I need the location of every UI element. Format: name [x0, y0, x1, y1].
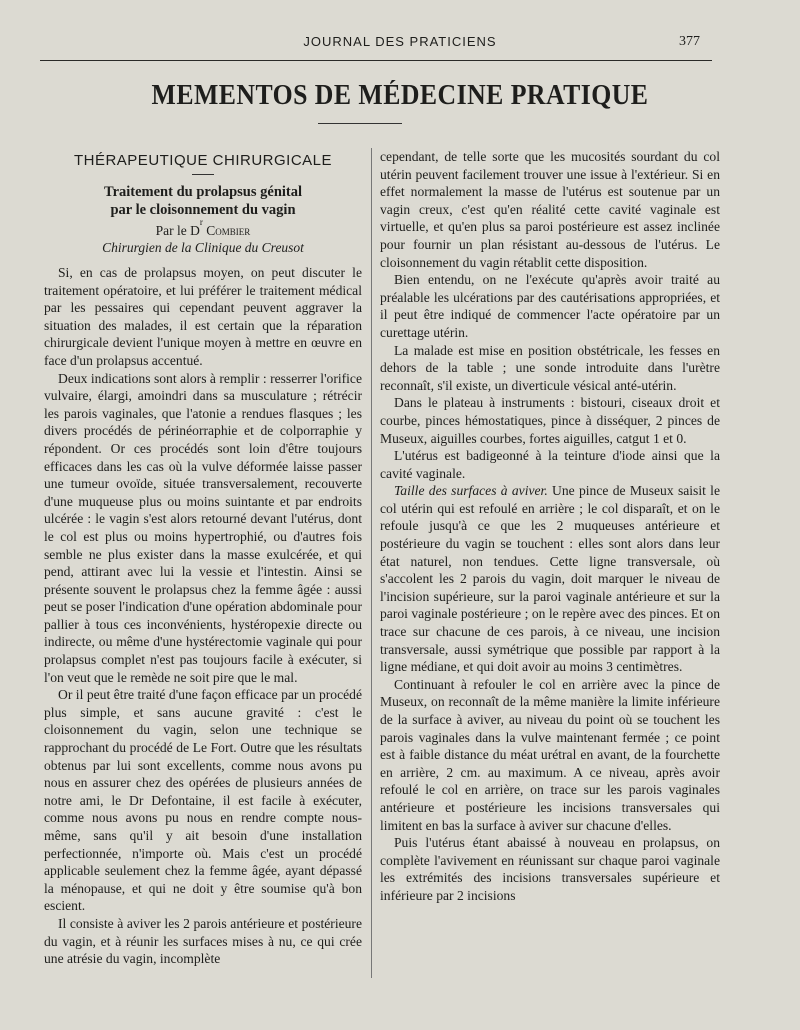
byline: [44, 217, 362, 239]
byline-sup: r: [199, 217, 203, 227]
author-name: Combier: [206, 223, 251, 238]
section-title: THÉRAPEUTIQUE CHIRURGICALE: [73, 152, 333, 169]
paragraph-left-4: Il consiste à aviver les 2 parois antérieure et postérieure du vagin, et à réunir les surfaces mises à nu, ce qui crée une atrésie du vagin, incomplète: [44, 915, 362, 967]
paragraph-left-3: Or il peut être traité d'une façon efficace par un procédé plus simple, et sans aucune gravité : c'est le cloisonnement du vagin, selon une technique se rapprochant du procédé de Le Fort. Outre que les résultats obtenus par lui sont excellents, comme nous avons pu nous en assurer chez des opérées de plusieurs années de notre ami, le Dr Defontaine, il est facile à exécuter, comme nous avons pu nous en rendre compte nous-même, sans qu'il y ait besoin d'une installation perfectionnée, n'importe où. Mais c'est un procédé applicable seulement chez la femme âgée, ayant dépassé la ménopause, et qui ne doit y être soumise qu'à bon escient.: [44, 687, 362, 914]
paragraph-right-7: Puis l'utérus étant abaissé à nouveau en prolapsus, on complète l'avivement en réunissant sur chaque paroi vaginale les extrémités des incisions transversales supérieure et inférieure par 2 incisions: [380, 835, 720, 903]
paragraph-right-1: cependant, de telle sorte que les mucosités sourdant du col utérin peuvent facilement trouver une issue à l'extérieur. Si en effet normalement la masse de l'utérus est soutenue par un vagin creux, c'est qu'en réalité cette cavité vaginale est virtuelle, et qu'en plus sa paroi postérieure est assez inclinée pour fournir un plan résistant au-dessous de l'utérus. Le cloisonnement du vagin rétablit cette disposition.: [380, 149, 720, 270]
main-title: MEMENTOS DE MÉDECINE PRATIQUE: [151, 80, 649, 111]
right-column: [380, 148, 720, 905]
page-number: 377: [679, 34, 700, 49]
article-title-line-2: par le cloisonnement du vagin: [110, 202, 296, 218]
author-affiliation: Chirurgien de la Clinique du Creusot: [102, 240, 304, 255]
title-rule: [318, 123, 402, 124]
left-column: [44, 150, 362, 968]
column-divider: [371, 148, 372, 978]
paragraph-right-6: Continuant à refouler le col en arrière avec la pince de Museux, on reconnaît de la même manière la limite inférieure de la surface à aviver, au niveau du point où se touchent les parois vaginales dans la vulve maintenant fermée ; ce point est à faible distance du méat urétral en avant, de la fourchette en arrière, 2 cm. au maximum. A ce niveau, après avoir refoulé le col en arrière, on trace sur les parois vaginales antérieure et postérieure les incisions transversales qui limitent en bas la surface à aviver sur chacune d'elles.: [380, 676, 720, 833]
paragraph-right-3: La malade est mise en position obstétricale, les fesses en dehors de la table ; une sonde introduite dans l'urètre reconnaît, s'il existe, un diverticule vésical anté-utérin.: [380, 342, 720, 393]
section-rule: [192, 174, 214, 175]
paragraph-right-2: Bien entendu, on ne l'exécute qu'après avoir traité au préalable les ulcérations par des cautérisations appropriées, et il peut être indiqué de commencer l'acte opératoire par un curettage utérin.: [380, 272, 720, 340]
paragraph-right-5: L'utérus est badigeonné à la teinture d'iode ainsi que la cavité vaginale.: [380, 448, 720, 481]
incision-heading: Taille des surfaces à aviver.: [394, 483, 548, 499]
byline-prefix: Par le D: [155, 223, 200, 238]
paragraph-right-4: Dans le plateau à instruments : bistouri, ciseaux droit et courbe, pinces hémostatiques, pince à disséquer, 2 pinces de Museux, aiguilles courbes, fortes aiguilles, catgut 1 et 0.: [380, 395, 720, 446]
paragraph-incision: [380, 482, 720, 676]
header-rule: [40, 60, 712, 61]
paragraph-left-2: Deux indications sont alors à remplir : resserrer l'orifice vulvaire, élargi, amoindri dans sa musculature ; rétrécir les parois vaginales, que l'atonie a rendues flasques ; les divers procédés de périnéorraphie et de colporraphie y répondent. Or ces procédés sont loin d'être toujours efficaces dans les cas où la vulve déformée laisse passer une tumeur ovoïde, située transversalement, recouverte d'une muqueuse plus ou moins suintante et par endroits ulcérée : le vagin s'est alors retourné devant l'utérus, dont le col est plus ou moins hypertrophié, ou d'autres fois semble ne plus exister dans la masse exulcérée, et qui pend, attirant avec lui la vessie et l'intestin. Ainsi se présente souvent le prolapsus chez la femme âgée : aussi peut se poser l'indication d'une opération abdominale pour pallier à tous ces inconvénients, hystéropexie directe ou indirecte, ou même d'une hystérectomie vaginale qui pour prolapsus complet n'est pas toujours facile à exécuter, si l'on veut que le remède ne soit pire que le mal.: [44, 370, 362, 685]
paragraph-left-1: Si, en cas de prolapsus moyen, on peut discuter le traitement opératoire, et lui préférer le traitement médical par les pessaires qui cependant peuvent aggraver la situation des malades, il est certain que la réparation chirurgicale devient l'unique moyen à mettre en œuvre en face d'un prolapsus accentué.: [44, 265, 362, 368]
article-title-line-1: Traitement du prolapsus génital: [103, 184, 303, 200]
running-title: JOURNAL DES PRATICIENS: [303, 34, 497, 49]
incision-text: Une pince de Museux saisit le col utérin qui est refoulé en arrière ; le col disparaît, et on le refoule jusqu'à ce que les 2 muqueuses antérieure et postérieure du vagin se touchent : elles sont alors dans leur état naturel, non tendues. Cette ligne transversale, où s'accolent les 2 parois du vagin, doit marquer le niveau de l'incision supérieure, sur la paroi vaginale antérieure et sur la paroi vaginale postérieure ; on le repère avec des pinces. Et on trace sur chacune de ces parois, à ce niveau, une incision transversale, aussi symétrique que possible par rapport à la ligne médiane, et qui doit avoir au moins 3 centimètres.: [380, 483, 720, 675]
article-title: [44, 183, 362, 219]
running-head: [0, 34, 800, 54]
